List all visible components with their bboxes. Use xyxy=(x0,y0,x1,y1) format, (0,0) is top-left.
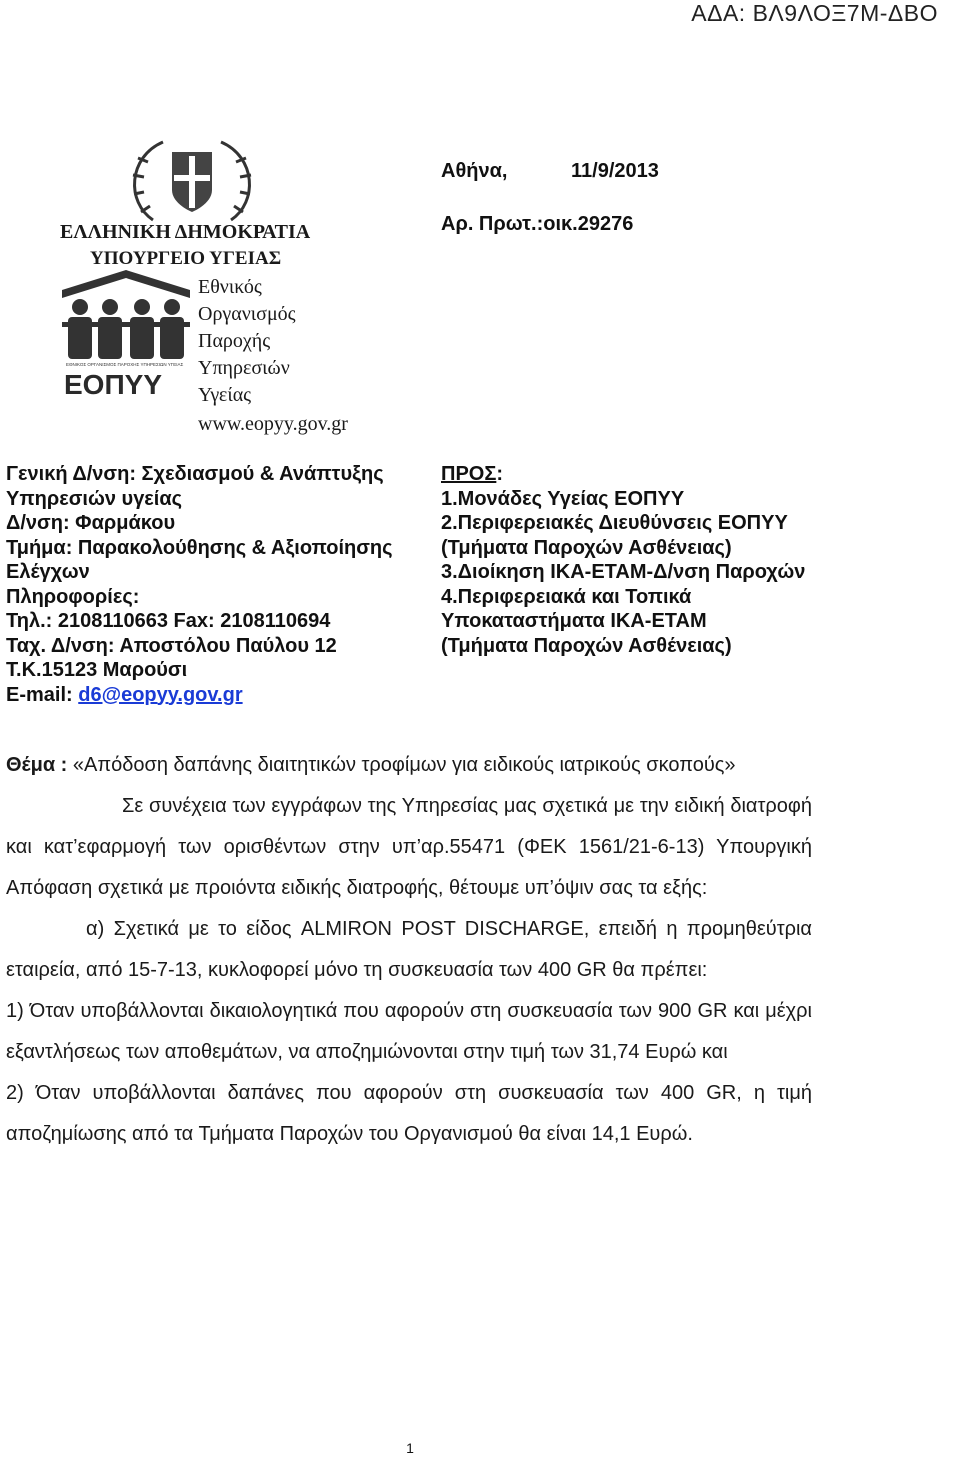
recipients-block xyxy=(441,462,956,658)
paragraph-1: Σε συνέχεια των εγγράφων της Υπηρεσίας μας σχετικά με την ειδική διατροφή και κατ’εφαρμογή των ορισθέντων στην υπ’αρ.55471 (ΦΕΚ 1561/21-6-13) Υπουργική Απόφαση σχετικά με προιόντα ειδικής διατροφής, θέτουμε υπ’όψιν σας τα εξής: xyxy=(6,795,812,899)
recipient-line: (Τμήματα Παροχών Ασθένειας) xyxy=(441,634,732,657)
subject xyxy=(6,745,812,786)
date: 11/9/2013 xyxy=(571,160,659,182)
sender-line: Δ/νση: Φαρμάκου xyxy=(6,512,176,534)
recipient-line: 3.Διοίκηση ΙΚΑ-ΕΤΑΜ-Δ/νση Παροχών xyxy=(441,561,806,583)
paragraph-4: 2) Όταν υποβάλλονται δαπάνες που αφορούν στη συσκευασία των 400 GR, η τιμή αποζημίωσης από τα Τμήματα Παροχών του Οργανισμού θα είναι 14,1 Ευρώ. xyxy=(6,1082,812,1145)
logo-word-5: Υγείας xyxy=(198,384,252,406)
sender-line: Τηλ.: 2108110663 Fax: 2108110694 xyxy=(6,610,331,632)
recipients-label: ΠΡΟΣ xyxy=(441,463,497,485)
shield-icon xyxy=(172,152,212,212)
sender-line: Τμήμα: Παρακολούθησης & Αξιοποίησης xyxy=(6,536,393,559)
sender-line: Τ.Κ.15123 Μαρούσι xyxy=(6,659,188,681)
date-block xyxy=(441,160,659,190)
eopyy-logo xyxy=(58,132,398,442)
people-icon xyxy=(62,299,190,359)
logo-url: www.eopyy.gov.gr xyxy=(198,413,348,435)
logo-line2: ΥΠΟΥΡΓΕΙΟ ΥΓΕΙΑΣ xyxy=(90,248,282,269)
logo-acronym: ΕΟΠΥΥ xyxy=(64,369,163,400)
paragraph-3: 1) Όταν υποβάλλονται δικαιολογητικά που αφορούν στη συσκευασία των 900 GR και μέχρι εξαντλήσεως των αποθεμάτων, να αποζημιώνονται στην τιμή των 31,74 Ευρώ και xyxy=(6,1000,812,1063)
sender-line: Ελέγχων xyxy=(6,561,90,583)
paragraph-2: α) Σχετικά με το είδος ALMIRON POST DISCHARGE, επειδή η προμηθεύτρια εταιρεία, από 15-7-13, κυκλοφορεί μόνο τη συσκευασία των 400 GR θα πρέπει: xyxy=(6,918,812,981)
recipient-line: 4.Περιφερειακά και Τοπικά xyxy=(441,585,692,608)
sender-line: Υπηρεσιών υγείας xyxy=(6,487,183,510)
recipient-line: Υποκαταστήματα ΙΚΑ-ΕΤΑΜ xyxy=(441,610,707,632)
email-link[interactable]: d6@eopyy.gov.gr xyxy=(78,683,243,706)
ada-code: ΑΔΑ: ΒΛ9ΛΟΞ7Μ-ΔΒΟ xyxy=(691,0,938,26)
sender-block xyxy=(6,462,426,707)
logo-word-3: Παροχής xyxy=(198,330,271,352)
page-number: 1 xyxy=(406,1440,414,1456)
sender-line: Ταχ. Δ/νση: Αποστόλου Παύλου 12 xyxy=(6,634,337,657)
email-row xyxy=(6,683,426,708)
eopyy-emblem xyxy=(58,132,398,442)
email-label: E-mail: xyxy=(6,683,79,706)
logo-line1: ΕΛΛΗΝΙΚΗ ΔΗΜΟΚΡΑΤΙΑ xyxy=(60,221,311,243)
place: Αθήνα, xyxy=(441,160,508,182)
logo-tagline: ΕΘΝΙΚΟΣ ΟΡΓΑΝΙΣΜΟΣ ΠΑΡΟΧΗΣ ΥΠΗΡΕΣΙΩΝ ΥΓΕΙΑΣ xyxy=(66,362,184,367)
recipient-line: 1.Μονάδες Υγείας ΕΟΠΥΥ xyxy=(441,487,685,510)
logo-word-2: Οργανισμός xyxy=(198,303,296,325)
letter-body xyxy=(6,745,812,1155)
recipient-line: (Τμήματα Παροχών Ασθένειας) xyxy=(441,536,732,559)
subject-label: Θέμα : xyxy=(6,754,68,776)
subject-text: «Απόδοση δαπάνης διαιτητικών τροφίμων για ειδικούς ιατρικούς σκοπούς» xyxy=(67,754,736,776)
roof-icon xyxy=(62,270,190,298)
logo-word-1: Εθνικός xyxy=(198,276,262,298)
recipients-colon: : xyxy=(496,463,504,485)
logo-word-4: Υπηρεσιών xyxy=(198,357,290,379)
protocol-number: Αρ. Πρωτ.:οικ.29276 xyxy=(441,213,634,235)
sender-line: Πληροφορίες: xyxy=(6,585,140,608)
sender-line: Γενική Δ/νση: Σχεδιασμού & Ανάπτυξης xyxy=(6,463,384,485)
recipient-line: 2.Περιφερειακές Διευθύνσεις ΕΟΠΥΥ xyxy=(441,512,788,534)
